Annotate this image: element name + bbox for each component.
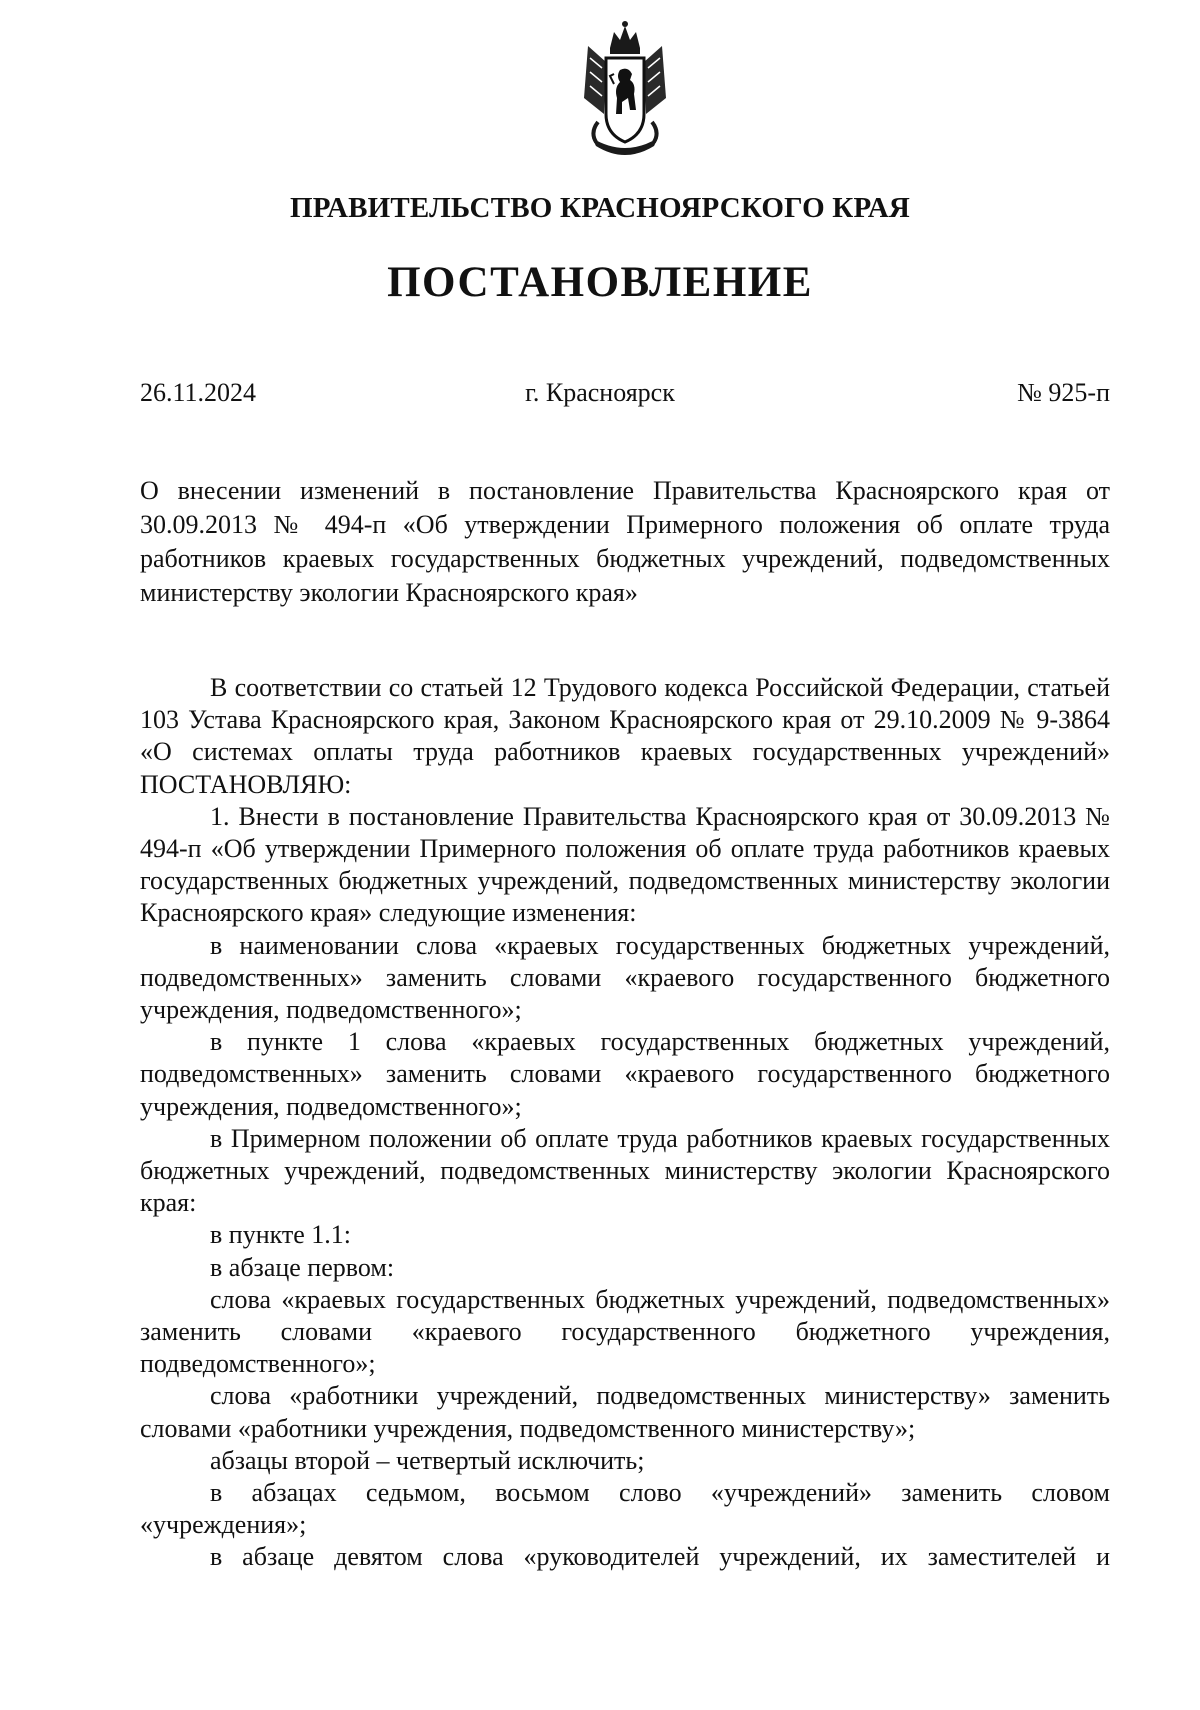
document-city: г. Красноярск [525,378,675,407]
body-paragraph: в абзаце первом: [210,1252,395,1282]
document-subject: О внесении изменений в постановление Правительства Красноярского края от 30.09.2013 № 494-п «Об утверждении Примерного положения об оплате труда работников краевых государственных бюджетных учреждений, подведомственных министерству экологии Красноярского края» [140,476,1110,607]
body-paragraph: в Примерном положении об оплате труда работников краевых государственных бюджетных учреждений, подведомственных министерству экологии Красноярского края: [140,1123,1110,1218]
body-paragraph: в абзацах седьмом, восьмом слово «учреждений» заменить словом «учреждения»; [140,1478,1110,1540]
body-paragraph: в пункте 1.1: [210,1220,352,1250]
body-paragraph: в абзаце девятом слова «руководителей учреждений, их заместителей и [210,1542,1110,1572]
document-type-title: ПОСТАНОВЛЕНИЕ [387,259,813,306]
body-paragraph: в наименовании слова «краевых государственных бюджетных учреждений, подведомственных» заменить словами «краевого государственного бюджетного учреждения, подведомственного»; [140,930,1110,1025]
body-paragraph: слова «краевых государственных бюджетных учреждений, подведомственных» заменить словами «краевого государственного бюджетного учреждения, подведомственного»; [140,1284,1110,1379]
body-paragraph: в пункте 1 слова «краевых государственных бюджетных учреждений, подведомственных» заменить словами «краевого государственного бюджетного учреждения, подведомственного»; [140,1027,1110,1121]
body-paragraph: абзацы второй – четвертый исключить; [210,1445,645,1475]
government-title: ПРАВИТЕЛЬСТВО КРАСНОЯРСКОГО КРАЯ [289,192,911,224]
document-number: № 925-п [1017,378,1110,407]
document-date: 26.11.2024 [140,378,257,407]
body-paragraph: слова «работники учреждений, подведомственных министерству» заменить словами «работники учреждения, подведомственного министерству»; [140,1381,1110,1443]
body-paragraph: 1. Внести в постановление Правительства Красноярского края от 30.09.2013 № 494-п «Об утверждении Примерного положения об оплате труда работников краевых государственных бюджетных учреждений, подведомственных министерству экологии Красноярского края» следующие изменения: [140,801,1110,928]
body-paragraph: В соответствии со статьей 12 Трудового кодекса Российской Федерации, статьей 103 Устава Красноярского края, Законом Красноярского края от 29.10.2009 № 9-3864 «О системах оплаты труда работников краевых государственных учреждений» ПОСТАНОВЛЯЮ: [140,673,1110,799]
coat-of-arms-emblem [570,18,680,163]
document-body [140,672,1110,1574]
